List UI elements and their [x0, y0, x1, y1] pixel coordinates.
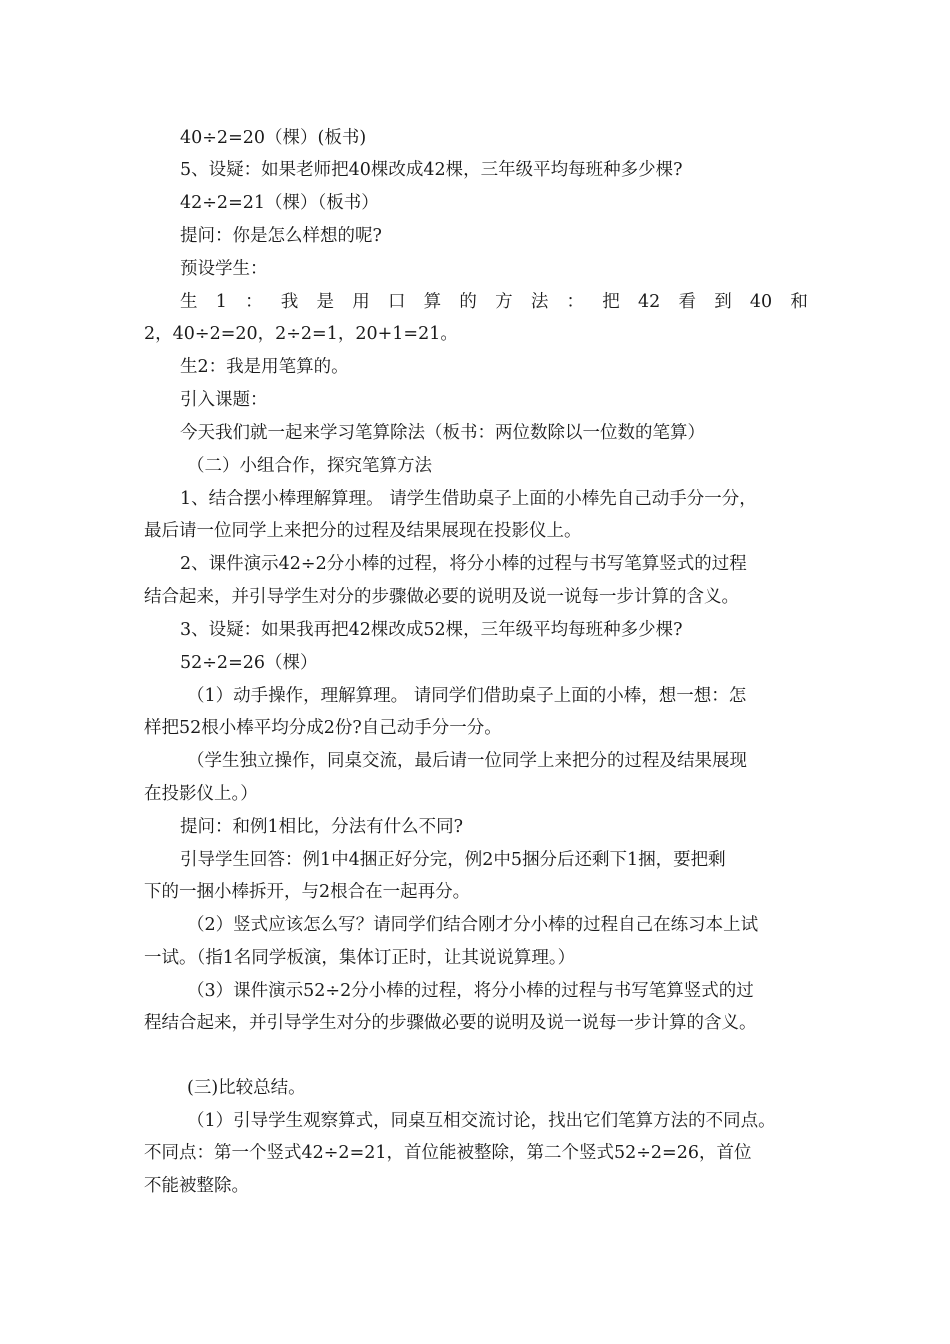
text-line: 今天我们就一起来学习笔算除法（板书：两位数除以一位数的笔算） — [180, 423, 705, 443]
text-line: 预设学生： — [180, 259, 268, 279]
text-line: 样把52根小棒平均分成2份?自己动手分一分。 — [144, 718, 502, 738]
text-line: （1）动手操作，理解算理。 请同学们借助桌子上面的小棒，想一想：怎 — [187, 686, 747, 706]
text-line: 结合起来，并引导学生对分的步骤做必要的说明及说一说每一步计算的含义。 — [144, 587, 739, 607]
text-line: 不能被整除。 — [144, 1176, 249, 1196]
text-line: 42÷2=21（棵）（板书） — [180, 193, 379, 213]
text-line: 最后请一位同学上来把分的过程及结果展现在投影仪上。 — [144, 521, 582, 541]
text-line: 提问：和例1相比，分法有什么不同? — [180, 817, 464, 837]
text-line: （2）竖式应该怎么写？请同学们结合刚才分小棒的过程自己在练习本上试 — [187, 915, 759, 935]
section-heading: （二）小组合作，探究笔算方法 — [187, 456, 432, 476]
text-line: （3）课件演示52÷2分小棒的过程，将分小棒的过程与书写笔算竖式的过 — [187, 981, 754, 1001]
text-line: 在投影仪上。） — [144, 784, 258, 804]
text-line: 2、课件演示42÷2分小棒的过程，将分小棒的过程与书写笔算竖式的过程 — [180, 554, 747, 574]
justified-line-source — [0, 0, 1, 1]
text-line: 3、设疑：如果我再把42棵改成52棵，三年级平均每班种多少棵? — [180, 620, 683, 640]
text-line: 生2：我是用笔算的。 — [180, 357, 349, 377]
text-line: 40÷2=20（棵）(板书) — [180, 128, 367, 148]
text-line: 提问：你是怎么样想的呢? — [180, 226, 382, 246]
text-line: （学生独立操作，同桌交流，最后请一位同学上来把分的过程及结果展现 — [187, 751, 747, 771]
section-heading: (三)比较总结。 — [187, 1078, 306, 1098]
justified-line: 生 1 ： 我 是 用 口 算 的 方 法 ： 把 42 看 到 40 和 — [180, 292, 808, 312]
text-line: 不同点：第一个竖式42÷2=21，首位能被整除，第二个竖式52÷2=26，首位 — [144, 1143, 752, 1163]
text-line: 52÷2=26（棵） — [180, 653, 318, 673]
text-line: 一试。（指1名同学板演，集体订正时，让其说说算理。） — [144, 948, 576, 968]
text-line: 引导学生回答：例1中4捆正好分完，例2中5捆分后还剩下1捆，要把剩 — [180, 850, 726, 870]
text-line: 程结合起来，并引导学生对分的步骤做必要的说明及说一说每一步计算的含义。 — [144, 1013, 757, 1033]
text-line: 2，40÷2=20，2÷2=1，20+1=21。 — [144, 324, 458, 344]
text-line: 1、结合摆小棒理解算理。 请学生借助桌子上面的小棒先自己动手分一分， — [180, 489, 757, 509]
text-line: （1）引导学生观察算式，同桌互相交流讨论，找出它们笔算方法的不同点。 — [187, 1111, 776, 1131]
text-line: 引入课题： — [180, 390, 268, 410]
text-line: 下的一捆小棒拆开，与2根合在一起再分。 — [144, 882, 471, 902]
text-line: 5、设疑：如果老师把40棵改成42棵，三年级平均每班种多少棵? — [180, 160, 683, 180]
